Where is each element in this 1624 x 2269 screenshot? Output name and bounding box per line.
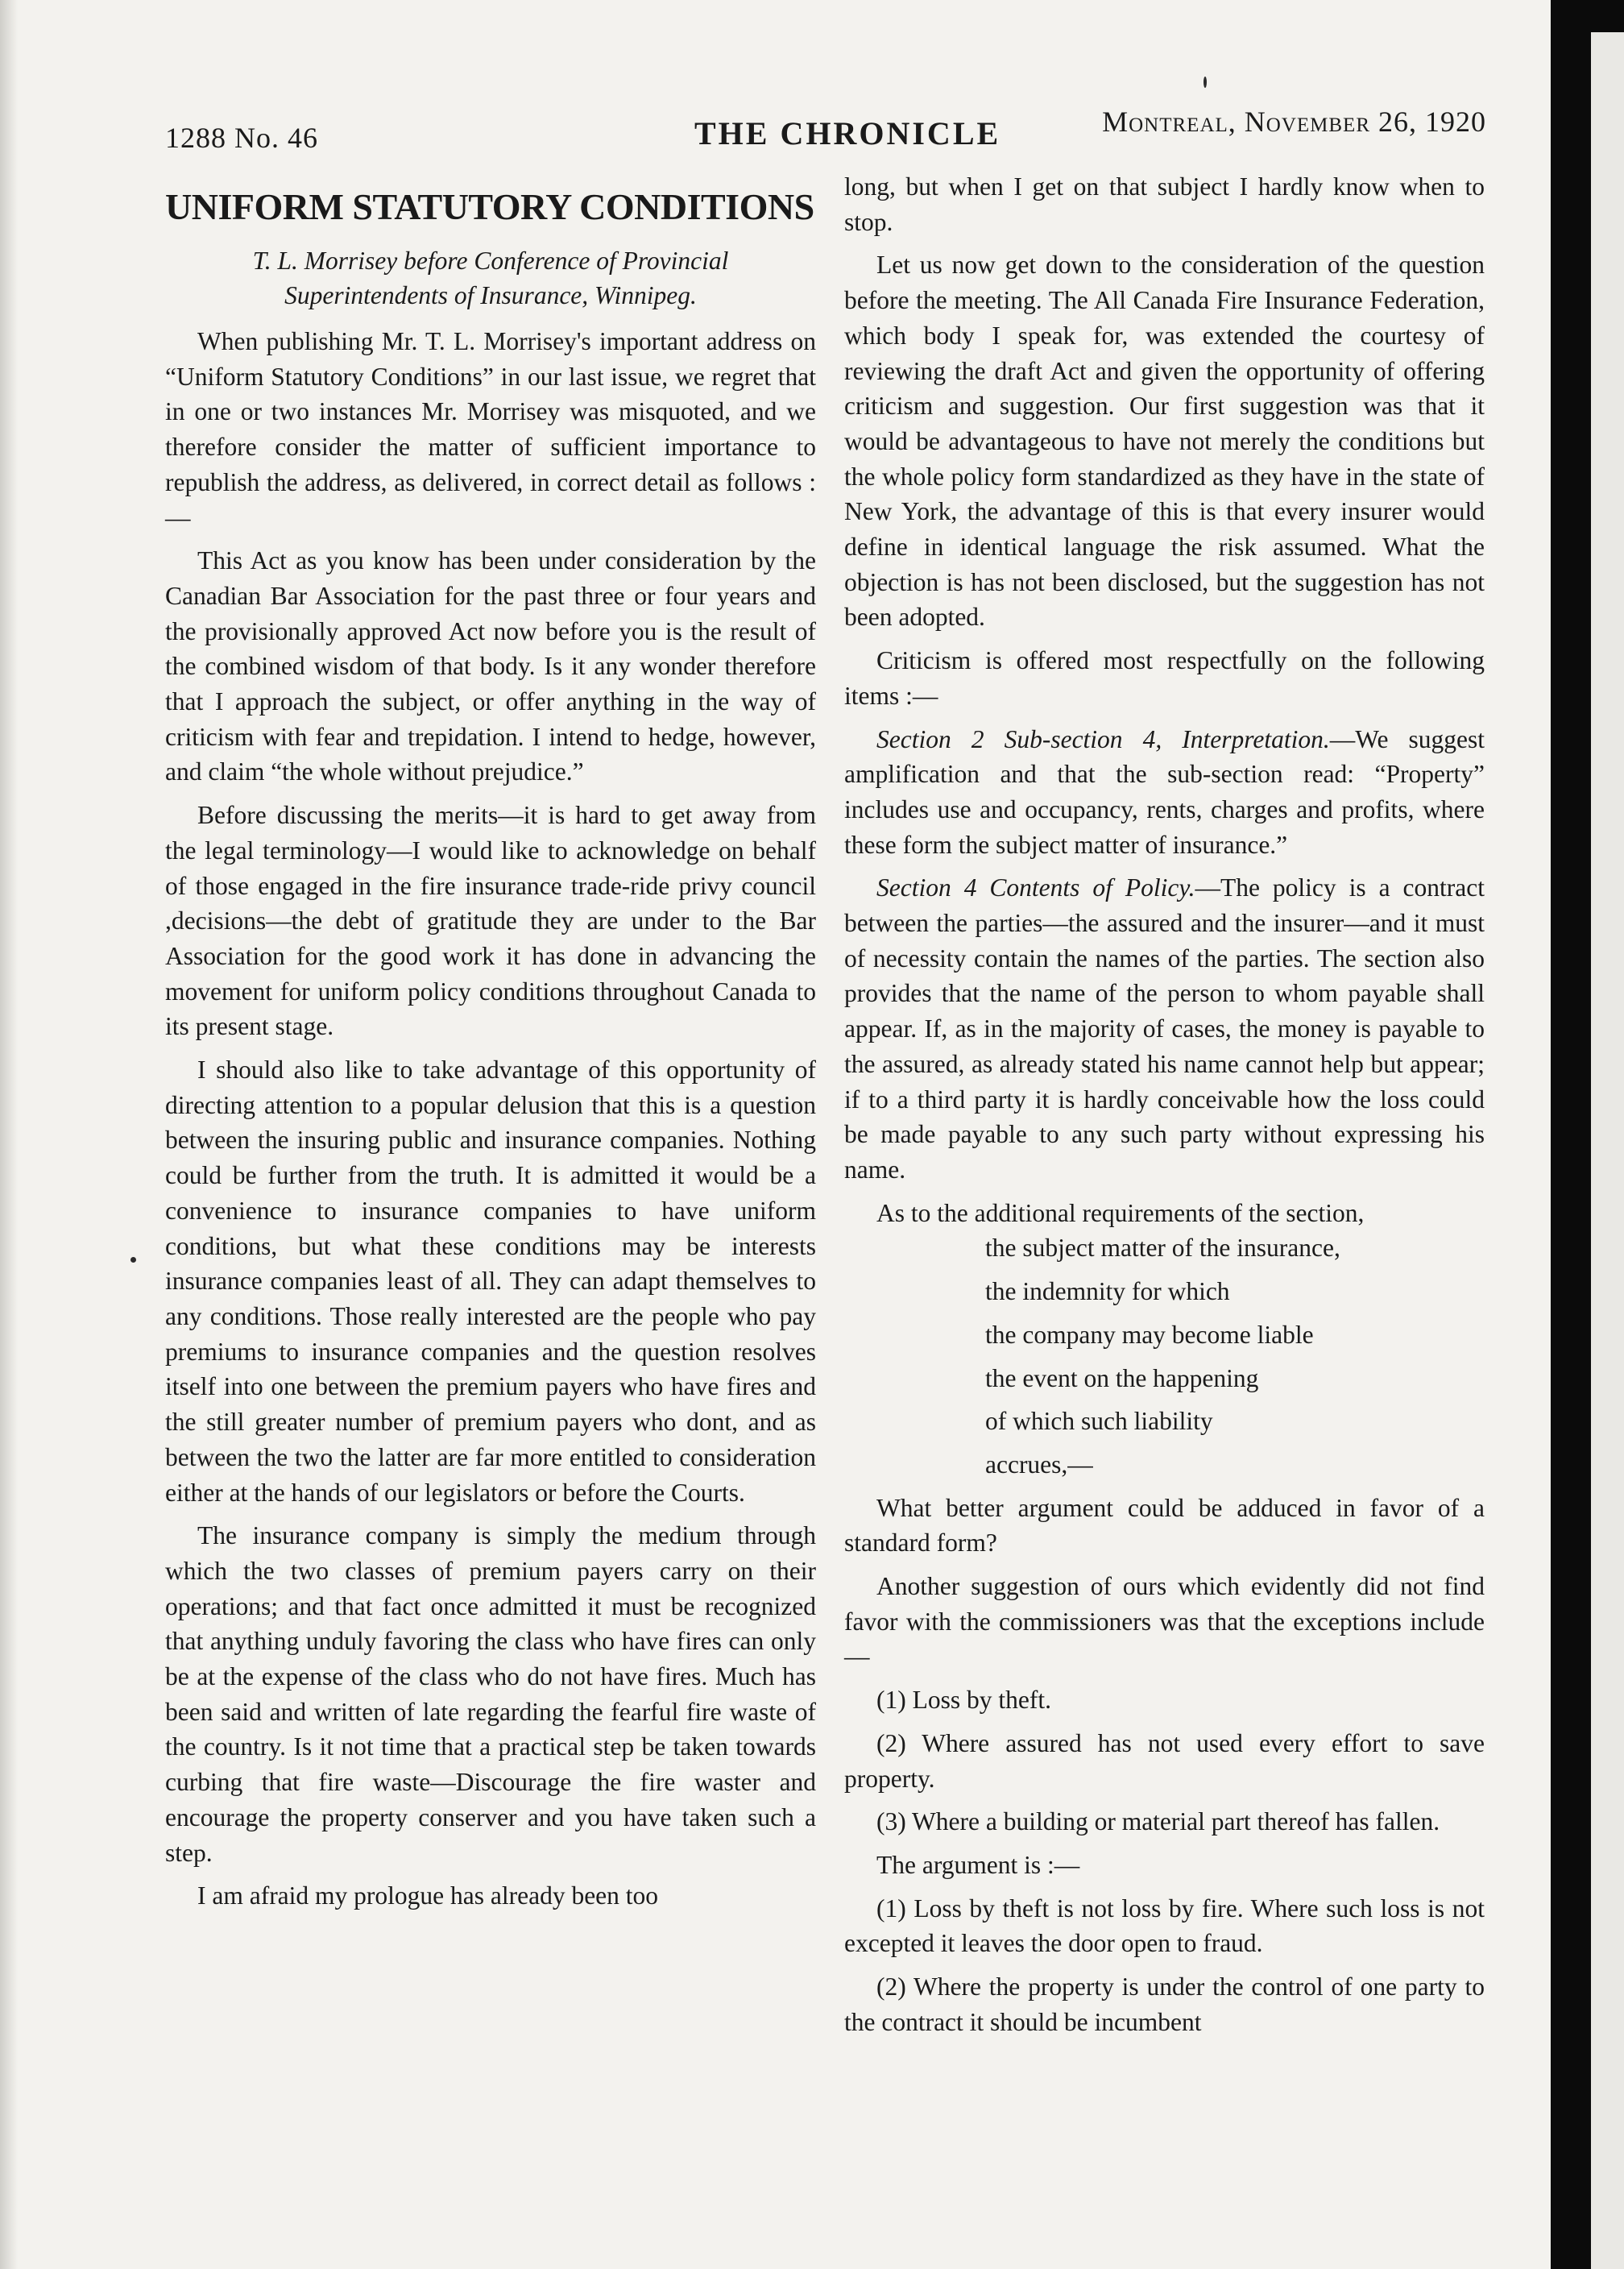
section-4-paragraph <box>844 870 1485 1187</box>
dateline: Montreal, November 26, 1920 <box>1102 106 1486 138</box>
section-4-heading: Section 4 Contents of Policy. <box>876 873 1195 902</box>
page-header <box>165 103 1486 160</box>
paragraph: Let us now get down to the consideration of the question before the meeting. The All Canada Fire Insurance Federation, which body I speak for, was extended the courtesy of reviewing the draft Act and given the opportunity of offering criticism and suggestion. Our first suggestion was that it would be advantageous to have not merely the conditions but the whole policy form standardized as they have in the state of New York, the advantage of this is that every insurer would define in identical language the risk assumed. What the objection is has not been disclosed, but the suggestion has not been adopted. <box>844 251 1485 632</box>
section-2-paragraph <box>844 722 1485 863</box>
paragraph: Another suggestion of ours which evidently did not find favor with the commissioners was that the exceptions include— <box>844 1572 1485 1671</box>
paragraph: I am afraid my prologue has already been too <box>197 1881 659 1910</box>
paragraph-continuation: long, but when I get on that subject I hardly know when to stop. <box>844 172 1485 236</box>
paragraph: The insurance company is simply the medium through which the two classes of premium payers carry on their operations; and that fact once admitted it must be recognized that anything unduly favoring the class who have fires can only be at the expense of the class who do not have fires. Much has been said and written of late regarding the fearful fire waste of the country. Is it not time that a practical step be taken towards curbing that fire waste—Discourage the fire waster and encourage the property conserver and you have taken such a step. <box>165 1521 816 1867</box>
paragraph: I should also like to take advantage of this opportunity of directing attention to a popular delusion that this is a question between the insuring public and insurance companies. Nothing could be further from the truth. It is admitted it would be a convenience to insurance companies to have uniform conditions, but what these conditions may be interests insurance companies least of all. They can adapt themselves to any conditions. Those really interested are the people who pay premiums to insurance companies and the question resolves itself into one between the premium payers who have fires and the still greater number of premium payers who dont, and as between the two the latter are far more entitled to consideration either at the hands of our legislators or before the Courts. <box>165 1056 816 1507</box>
requirements-intro: As to the additional requirements of the section, <box>876 1198 1365 1227</box>
argument-item: (1) Loss by theft is not loss by fire. Where such loss is not excepted it leaves the door open to fraud. <box>844 1894 1485 1958</box>
paragraph: This Act as you know has been under consideration by the Canadian Bar Association for the past three or four years and the provisionally approved Act now before you is the result of the combined wisdom of that body. Is it any wonder therefore that I approach the subject, or offer anything in the way of criticism with fear and trepidation. I intend to hedge, however, and claim “the whole without prejudice.” <box>165 546 816 786</box>
requirements-list <box>844 1230 1485 1482</box>
exception-item: (2) Where assured has not used every effort to save property. <box>844 1728 1485 1793</box>
exception-item: (3) Where a building or material part thereof has fallen. <box>876 1807 1440 1836</box>
byline-line-1: T. L. Morrisey before Conference of Provincial <box>252 247 729 275</box>
paragraph: Before discussing the merits—it is hard to get away from the legal terminology—I would like to acknowledge on behalf of those engaged in the fire insurance trade-ride privy council ,decisions—the debt of gratitude they are under to the Bar Association for the good work it has done in advancing the movement for uniform policy conditions throughout Canada to its present stage. <box>165 801 816 1041</box>
byline-line-2: Superintendents of Insurance, Winnipeg. <box>284 281 697 309</box>
right-column <box>844 169 1485 2047</box>
print-speck <box>130 1257 136 1263</box>
section-2-text: —We suggest amplification and that the sub-section read: “Property” includes use and occupancy, rents, charges and profits, where these form the subject matter of insurance.” <box>844 724 1485 859</box>
list-item: accrues,— <box>985 1450 1093 1479</box>
paragraph: When publishing Mr. T. L. Morrisey's important address on “Uniform Statutory Conditions” in our last issue, we regret that in one or two instances Mr. Morrisey was misquoted, and we therefore consider the matter of sufficient importance to republish the address, as delivered, in correct detail as follows :— <box>165 327 816 532</box>
section-2-heading: Section 2 Sub-section 4, Interpretation. <box>876 724 1330 753</box>
paragraph: Criticism is offered most respectfully on the following items :— <box>844 646 1485 710</box>
exception-item: (1) Loss by theft. <box>876 1686 1051 1715</box>
section-4-text: —The policy is a contract between the parties—the assured and the insurer—and it must of necessity contain the names of the parties. The section also provides that the name of the person to whom payable shall appear. If, as in the majority of cases, the money is payable to the assured, as already stated his name cannot help but appear; if to a third party it is hardly conceivable how the loss could be made payable to any such party without expressing his name. <box>844 873 1485 1184</box>
paragraph: The argument is :— <box>876 1850 1080 1879</box>
left-column <box>165 169 816 1922</box>
list-item: of which such liability <box>985 1407 1213 1436</box>
article-byline <box>165 243 816 313</box>
adjacent-page-strip <box>1591 32 1624 2269</box>
paragraph: What better argument could be adduced in favor of a standard form? <box>844 1493 1485 1558</box>
page-gutter-shadow <box>0 0 18 2269</box>
list-item: the company may become liable <box>985 1320 1314 1349</box>
list-item: the indemnity for which <box>985 1277 1230 1306</box>
list-item: the subject matter of the insurance, <box>985 1234 1340 1263</box>
publication-title: THE CHRONICLE <box>694 115 1001 151</box>
print-speck <box>1204 77 1207 88</box>
list-item: the event on the happening <box>985 1363 1259 1392</box>
page-number: 1288 No. 46 <box>165 122 318 154</box>
argument-item: (2) Where the property is under the control of one party to the contract it should be incumbent <box>844 1972 1485 2036</box>
article-headline: UNIFORM STATUTORY CONDITIONS <box>165 186 814 227</box>
